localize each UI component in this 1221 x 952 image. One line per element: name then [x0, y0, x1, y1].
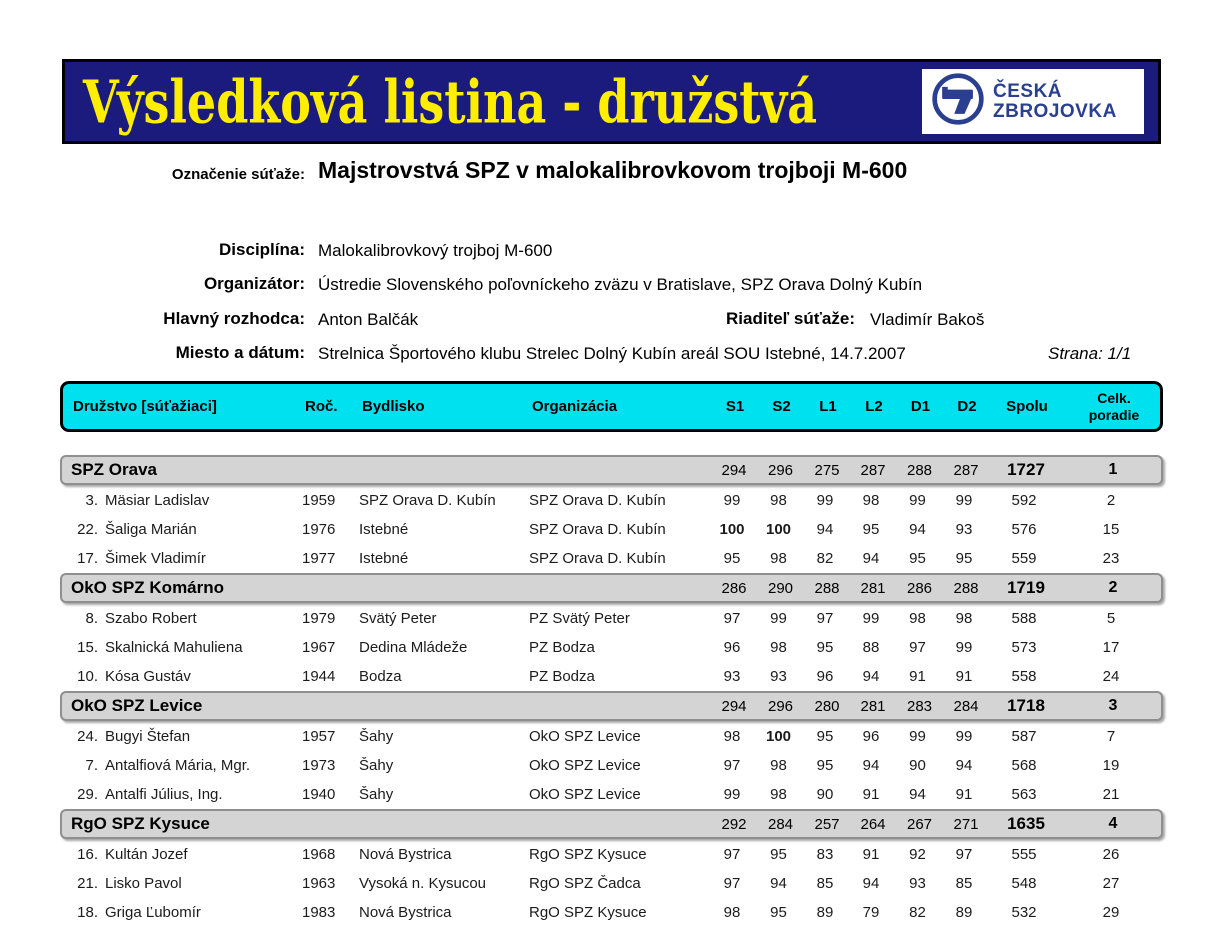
member-score-3: 99 [816, 492, 834, 509]
member-overall-rank: 26 [1102, 846, 1120, 863]
cz-pistol-icon [930, 71, 986, 132]
member-residence: Dedina Mládeže [359, 639, 468, 656]
organizer-label: Organizátor: [203, 274, 305, 293]
team-name: OkO SPZ Komárno [71, 578, 225, 597]
team-score-3: 288 [814, 579, 840, 597]
member-organization: PZ Svätý Peter [529, 610, 630, 627]
member-score-6: 95 [955, 550, 973, 567]
member-score-3: 83 [816, 846, 834, 863]
member-overall-rank: 5 [1106, 610, 1116, 627]
member-score-2: 100 [765, 728, 792, 745]
member-score-1: 97 [723, 610, 741, 627]
member-residence: Vysoká n. Kysucou [359, 875, 487, 892]
member-residence: Bodza [359, 668, 402, 685]
team-total: 1718 [1007, 696, 1045, 715]
organizer-value: Ústredie Slovenského poľovníckeho zväzu v Bratislave, SPZ Orava Dolný Kubín [318, 275, 923, 294]
member-organization: OkO SPZ Levice [529, 728, 641, 745]
member-score-2: 93 [770, 668, 787, 685]
member-total: 563 [1011, 786, 1037, 803]
member-score-5: 97 [909, 639, 926, 656]
member-number: 8. [85, 610, 98, 627]
member-name-cell [60, 521, 302, 538]
member-total: 573 [1011, 639, 1037, 656]
team-overall-rank: 1 [1108, 461, 1118, 478]
member-name-cell [60, 728, 302, 745]
member-year: 1957 [302, 728, 336, 745]
col-header-year: Roč. [305, 398, 338, 415]
member-name-cell [60, 904, 302, 921]
team-score-1: 292 [721, 815, 747, 833]
member-number: 10. [77, 668, 98, 685]
member-residence: Šahy [359, 786, 394, 803]
col-header-total: Spolu [1006, 398, 1048, 415]
member-name: Griga Ľubomír [105, 904, 201, 921]
team-score-4: 281 [860, 697, 886, 715]
member-name: Lisko Pavol [105, 875, 182, 892]
col-header-overall-rank [1064, 390, 1164, 422]
team-row [60, 455, 1163, 485]
member-score-2: 98 [770, 492, 787, 509]
member-score-1: 98 [723, 904, 741, 921]
member-score-6: 98 [955, 610, 973, 627]
team-score-2: 296 [767, 461, 794, 479]
place-date-label: Miesto a dátum: [175, 343, 305, 362]
team-score-2: 296 [767, 697, 794, 715]
member-score-1: 100 [719, 521, 745, 538]
member-score-1: 97 [723, 846, 741, 863]
member-number: 29. [77, 786, 98, 803]
col-header-s1: S1 [725, 398, 745, 415]
member-organization: SPZ Orava D. Kubín [529, 550, 666, 567]
member-row [60, 515, 1163, 544]
team-score-1: 294 [721, 697, 747, 715]
member-score-6: 94 [955, 757, 973, 774]
member-overall-rank: 29 [1102, 904, 1120, 921]
member-name: Skalnická Mahuliena [105, 639, 243, 656]
col-header-overall-rank-line1: Celk. [1097, 390, 1131, 407]
member-score-1: 93 [723, 668, 741, 685]
member-name: Antalfiová Mária, Mgr. [105, 757, 251, 774]
member-name-cell [60, 846, 302, 863]
member-score-2: 98 [770, 786, 787, 803]
col-header-organization: Organizácia [532, 398, 618, 415]
member-name-cell [60, 492, 302, 509]
team-score-1: 294 [721, 461, 747, 479]
cz-logo-line1: ČESKÁ [993, 81, 1063, 103]
member-number: 15. [77, 639, 98, 656]
member-number: 18. [77, 904, 98, 921]
member-score-5: 99 [909, 728, 926, 745]
team-score-3: 275 [814, 461, 840, 479]
team-total: 1719 [1007, 578, 1045, 597]
member-total: 568 [1011, 757, 1037, 774]
member-name: Šaliga Marián [105, 521, 197, 538]
member-score-5: 91 [909, 668, 926, 685]
member-row [60, 722, 1163, 751]
team-score-3: 257 [814, 815, 840, 833]
member-residence: Nová Bystrica [359, 846, 452, 863]
team-name: OkO SPZ Levice [71, 696, 203, 715]
member-organization: OkO SPZ Levice [529, 757, 641, 774]
member-total: 558 [1011, 668, 1037, 685]
col-header-d2: D2 [957, 398, 977, 415]
member-row [60, 780, 1163, 809]
member-overall-rank: 23 [1102, 550, 1120, 567]
member-score-2: 98 [770, 550, 787, 567]
member-residence: SPZ Orava D. Kubín [359, 492, 496, 509]
member-score-5: 92 [909, 846, 926, 863]
member-score-4: 94 [862, 875, 880, 892]
member-year: 1967 [302, 639, 336, 656]
member-score-2: 100 [765, 521, 792, 538]
member-organization: SPZ Orava D. Kubín [529, 521, 666, 538]
member-year: 1940 [302, 786, 336, 803]
member-name-cell [60, 875, 302, 892]
member-name-cell [60, 550, 302, 567]
member-row [60, 840, 1163, 869]
member-score-3: 90 [816, 786, 834, 803]
team-overall-rank: 4 [1108, 815, 1118, 832]
team-score-5: 283 [906, 697, 933, 715]
member-row [60, 604, 1163, 633]
team-total: 1727 [1007, 460, 1045, 479]
member-overall-rank: 19 [1102, 757, 1120, 774]
member-row [60, 662, 1163, 691]
team-row [60, 573, 1163, 603]
member-number: 22. [77, 521, 98, 538]
member-organization: RgO SPZ Čadca [529, 875, 641, 892]
member-residence: Šahy [359, 757, 394, 774]
team-total: 1635 [1007, 814, 1045, 833]
member-name: Mäsiar Ladislav [105, 492, 210, 509]
member-score-6: 89 [955, 904, 973, 921]
competition-designation-value: Majstrovstvá SPZ v malokalibrovkovom trojboji M-600 [318, 157, 908, 183]
member-residence: Svätý Peter [359, 610, 437, 627]
member-year: 1979 [302, 610, 336, 627]
member-name-cell [60, 786, 302, 803]
member-score-1: 96 [723, 639, 741, 656]
member-score-6: 99 [955, 639, 973, 656]
member-name-cell [60, 757, 302, 774]
member-name-cell [60, 610, 302, 627]
results-table-header [60, 381, 1163, 432]
member-score-4: 94 [862, 550, 880, 567]
member-score-3: 85 [816, 875, 834, 892]
member-organization: SPZ Orava D. Kubín [529, 492, 666, 509]
col-header-team: Družstvo [súťažiaci] [73, 398, 217, 415]
member-score-6: 91 [955, 786, 973, 803]
col-header-s2: S2 [772, 398, 791, 415]
team-score-5: 267 [906, 815, 933, 833]
member-score-4: 79 [862, 904, 880, 921]
chief-referee-value: Anton Balčák [318, 310, 419, 329]
team-overall-rank: 2 [1108, 579, 1118, 596]
col-header-l1: L1 [819, 398, 837, 415]
member-score-4: 94 [862, 668, 880, 685]
member-number: 3. [85, 492, 98, 509]
title-banner [62, 59, 1161, 144]
member-organization: PZ Bodza [529, 639, 595, 656]
member-row [60, 898, 1163, 927]
team-score-6: 271 [953, 815, 979, 833]
member-overall-rank: 27 [1102, 875, 1120, 892]
chief-referee-label: Hlavný rozhodca: [163, 309, 305, 328]
team-row [60, 691, 1163, 721]
member-year: 1976 [302, 521, 336, 538]
member-score-6: 97 [955, 846, 973, 863]
team-score-5: 288 [906, 461, 933, 479]
team-score-6: 284 [953, 697, 979, 715]
col-header-overall-rank-line2: poradie [1088, 406, 1140, 423]
member-organization: RgO SPZ Kysuce [529, 904, 647, 921]
team-name: RgO SPZ Kysuce [71, 814, 210, 833]
member-total: 555 [1011, 846, 1037, 863]
member-score-1: 95 [723, 550, 741, 567]
member-score-5: 94 [909, 521, 926, 538]
member-score-4: 91 [862, 786, 880, 803]
member-score-5: 90 [909, 757, 926, 774]
member-overall-rank: 24 [1102, 668, 1120, 685]
member-score-5: 99 [909, 492, 926, 509]
member-name: Šimek Vladimír [105, 550, 206, 567]
member-score-1: 98 [723, 728, 741, 745]
member-score-1: 97 [723, 875, 741, 892]
member-organization: OkO SPZ Levice [529, 786, 641, 803]
member-score-6: 93 [955, 521, 973, 538]
team-score-4: 287 [860, 461, 886, 479]
cz-logo-text [993, 82, 1117, 121]
member-organization: PZ Bodza [529, 668, 595, 685]
member-overall-rank: 15 [1102, 521, 1120, 538]
member-name: Szabo Robert [105, 610, 197, 627]
member-organization: RgO SPZ Kysuce [529, 846, 647, 863]
member-year: 1944 [302, 668, 336, 685]
member-name: Kultán Jozef [105, 846, 188, 863]
member-total: 592 [1011, 492, 1037, 509]
member-year: 1983 [302, 904, 336, 921]
team-score-5: 286 [906, 579, 933, 597]
member-score-6: 85 [955, 875, 973, 892]
member-score-6: 99 [955, 492, 973, 509]
member-score-3: 82 [816, 550, 834, 567]
team-overall-rank: 3 [1108, 697, 1118, 714]
discipline-label: Disciplína: [219, 240, 305, 259]
member-score-2: 94 [770, 875, 787, 892]
member-score-4: 99 [862, 610, 880, 627]
cz-logo-line2: ZBROJOVKA [993, 100, 1117, 122]
member-row [60, 869, 1163, 898]
member-number: 17. [77, 550, 98, 567]
member-score-2: 99 [770, 610, 787, 627]
member-residence: Šahy [359, 728, 394, 745]
discipline-value: Malokalibrovkový trojboj M-600 [318, 241, 553, 260]
member-score-4: 88 [862, 639, 880, 656]
member-name: Antalfi Július, Ing. [105, 786, 223, 803]
col-header-d1: D1 [910, 398, 931, 415]
member-score-5: 98 [909, 610, 926, 627]
competition-director-value: Vladimír Bakoš [870, 310, 985, 329]
team-score-3: 280 [814, 697, 840, 715]
member-residence: Istebné [359, 550, 409, 567]
member-number: 21. [77, 875, 98, 892]
member-row [60, 486, 1163, 515]
col-header-residence: Bydlisko [362, 398, 425, 415]
member-total: 587 [1011, 728, 1037, 745]
member-number: 16. [77, 846, 98, 863]
team-score-1: 286 [721, 579, 747, 597]
results-table-body [60, 455, 1163, 927]
team-score-2: 290 [767, 579, 794, 597]
page-title: Výsledková listina - družstvá [83, 66, 818, 137]
member-score-1: 97 [723, 757, 741, 774]
member-overall-rank: 7 [1106, 728, 1116, 745]
member-score-3: 89 [816, 904, 834, 921]
member-score-3: 96 [816, 668, 834, 685]
team-name: SPZ Orava [71, 460, 157, 479]
member-total: 548 [1011, 875, 1037, 892]
team-score-4: 264 [860, 815, 886, 833]
team-row [60, 809, 1163, 839]
member-score-3: 95 [816, 639, 834, 656]
place-date-value: Strelnica Športového klubu Strelec Dolný Kubín areál SOU Istebné, 14.7.2007 [318, 344, 906, 363]
member-total: 532 [1011, 904, 1037, 921]
team-score-6: 288 [953, 579, 979, 597]
member-year: 1963 [302, 875, 336, 892]
member-number: 7. [85, 757, 98, 774]
member-number: 24. [77, 728, 98, 745]
member-residence: Istebné [359, 521, 409, 538]
member-score-2: 98 [770, 639, 787, 656]
member-score-2: 95 [770, 846, 787, 863]
member-score-5: 94 [909, 786, 926, 803]
member-name: Bugyi Štefan [105, 728, 191, 745]
member-year: 1973 [302, 757, 336, 774]
member-score-6: 99 [955, 728, 973, 745]
member-score-2: 98 [770, 757, 787, 774]
member-score-4: 95 [862, 521, 880, 538]
member-score-4: 91 [862, 846, 880, 863]
member-overall-rank: 21 [1102, 786, 1120, 803]
page-number: Strana: 1/1 [1048, 344, 1132, 363]
member-total: 576 [1011, 521, 1037, 538]
team-score-6: 287 [953, 461, 979, 479]
member-score-3: 94 [816, 521, 834, 538]
cz-logo [922, 69, 1144, 134]
competition-director-label: Riaditeľ súťaže: [725, 309, 855, 328]
team-score-2: 284 [767, 815, 794, 833]
member-overall-rank: 17 [1102, 639, 1120, 656]
member-row [60, 633, 1163, 662]
member-total: 559 [1011, 550, 1037, 567]
member-total: 588 [1011, 610, 1037, 627]
competition-designation-label: Označenie súťaže: [171, 166, 305, 183]
member-name-cell [60, 639, 302, 656]
member-score-4: 96 [862, 728, 880, 745]
member-score-6: 91 [955, 668, 973, 685]
member-score-1: 99 [723, 786, 741, 803]
member-name-cell [60, 668, 302, 685]
member-score-3: 95 [816, 757, 834, 774]
member-year: 1968 [302, 846, 336, 863]
member-name: Kósa Gustáv [105, 668, 191, 685]
team-score-4: 281 [860, 579, 886, 597]
member-year: 1977 [302, 550, 336, 567]
member-year: 1959 [302, 492, 336, 509]
member-score-5: 82 [909, 904, 926, 921]
member-score-1: 99 [723, 492, 741, 509]
member-score-3: 97 [816, 610, 834, 627]
member-row [60, 751, 1163, 780]
member-score-3: 95 [816, 728, 834, 745]
member-score-4: 94 [862, 757, 880, 774]
member-score-2: 95 [770, 904, 787, 921]
member-overall-rank: 2 [1106, 492, 1116, 509]
member-residence: Nová Bystrica [359, 904, 452, 921]
member-score-4: 98 [862, 492, 880, 509]
member-row [60, 544, 1163, 573]
member-score-5: 95 [909, 550, 926, 567]
col-header-l2: L2 [865, 398, 883, 415]
member-score-5: 93 [909, 875, 926, 892]
